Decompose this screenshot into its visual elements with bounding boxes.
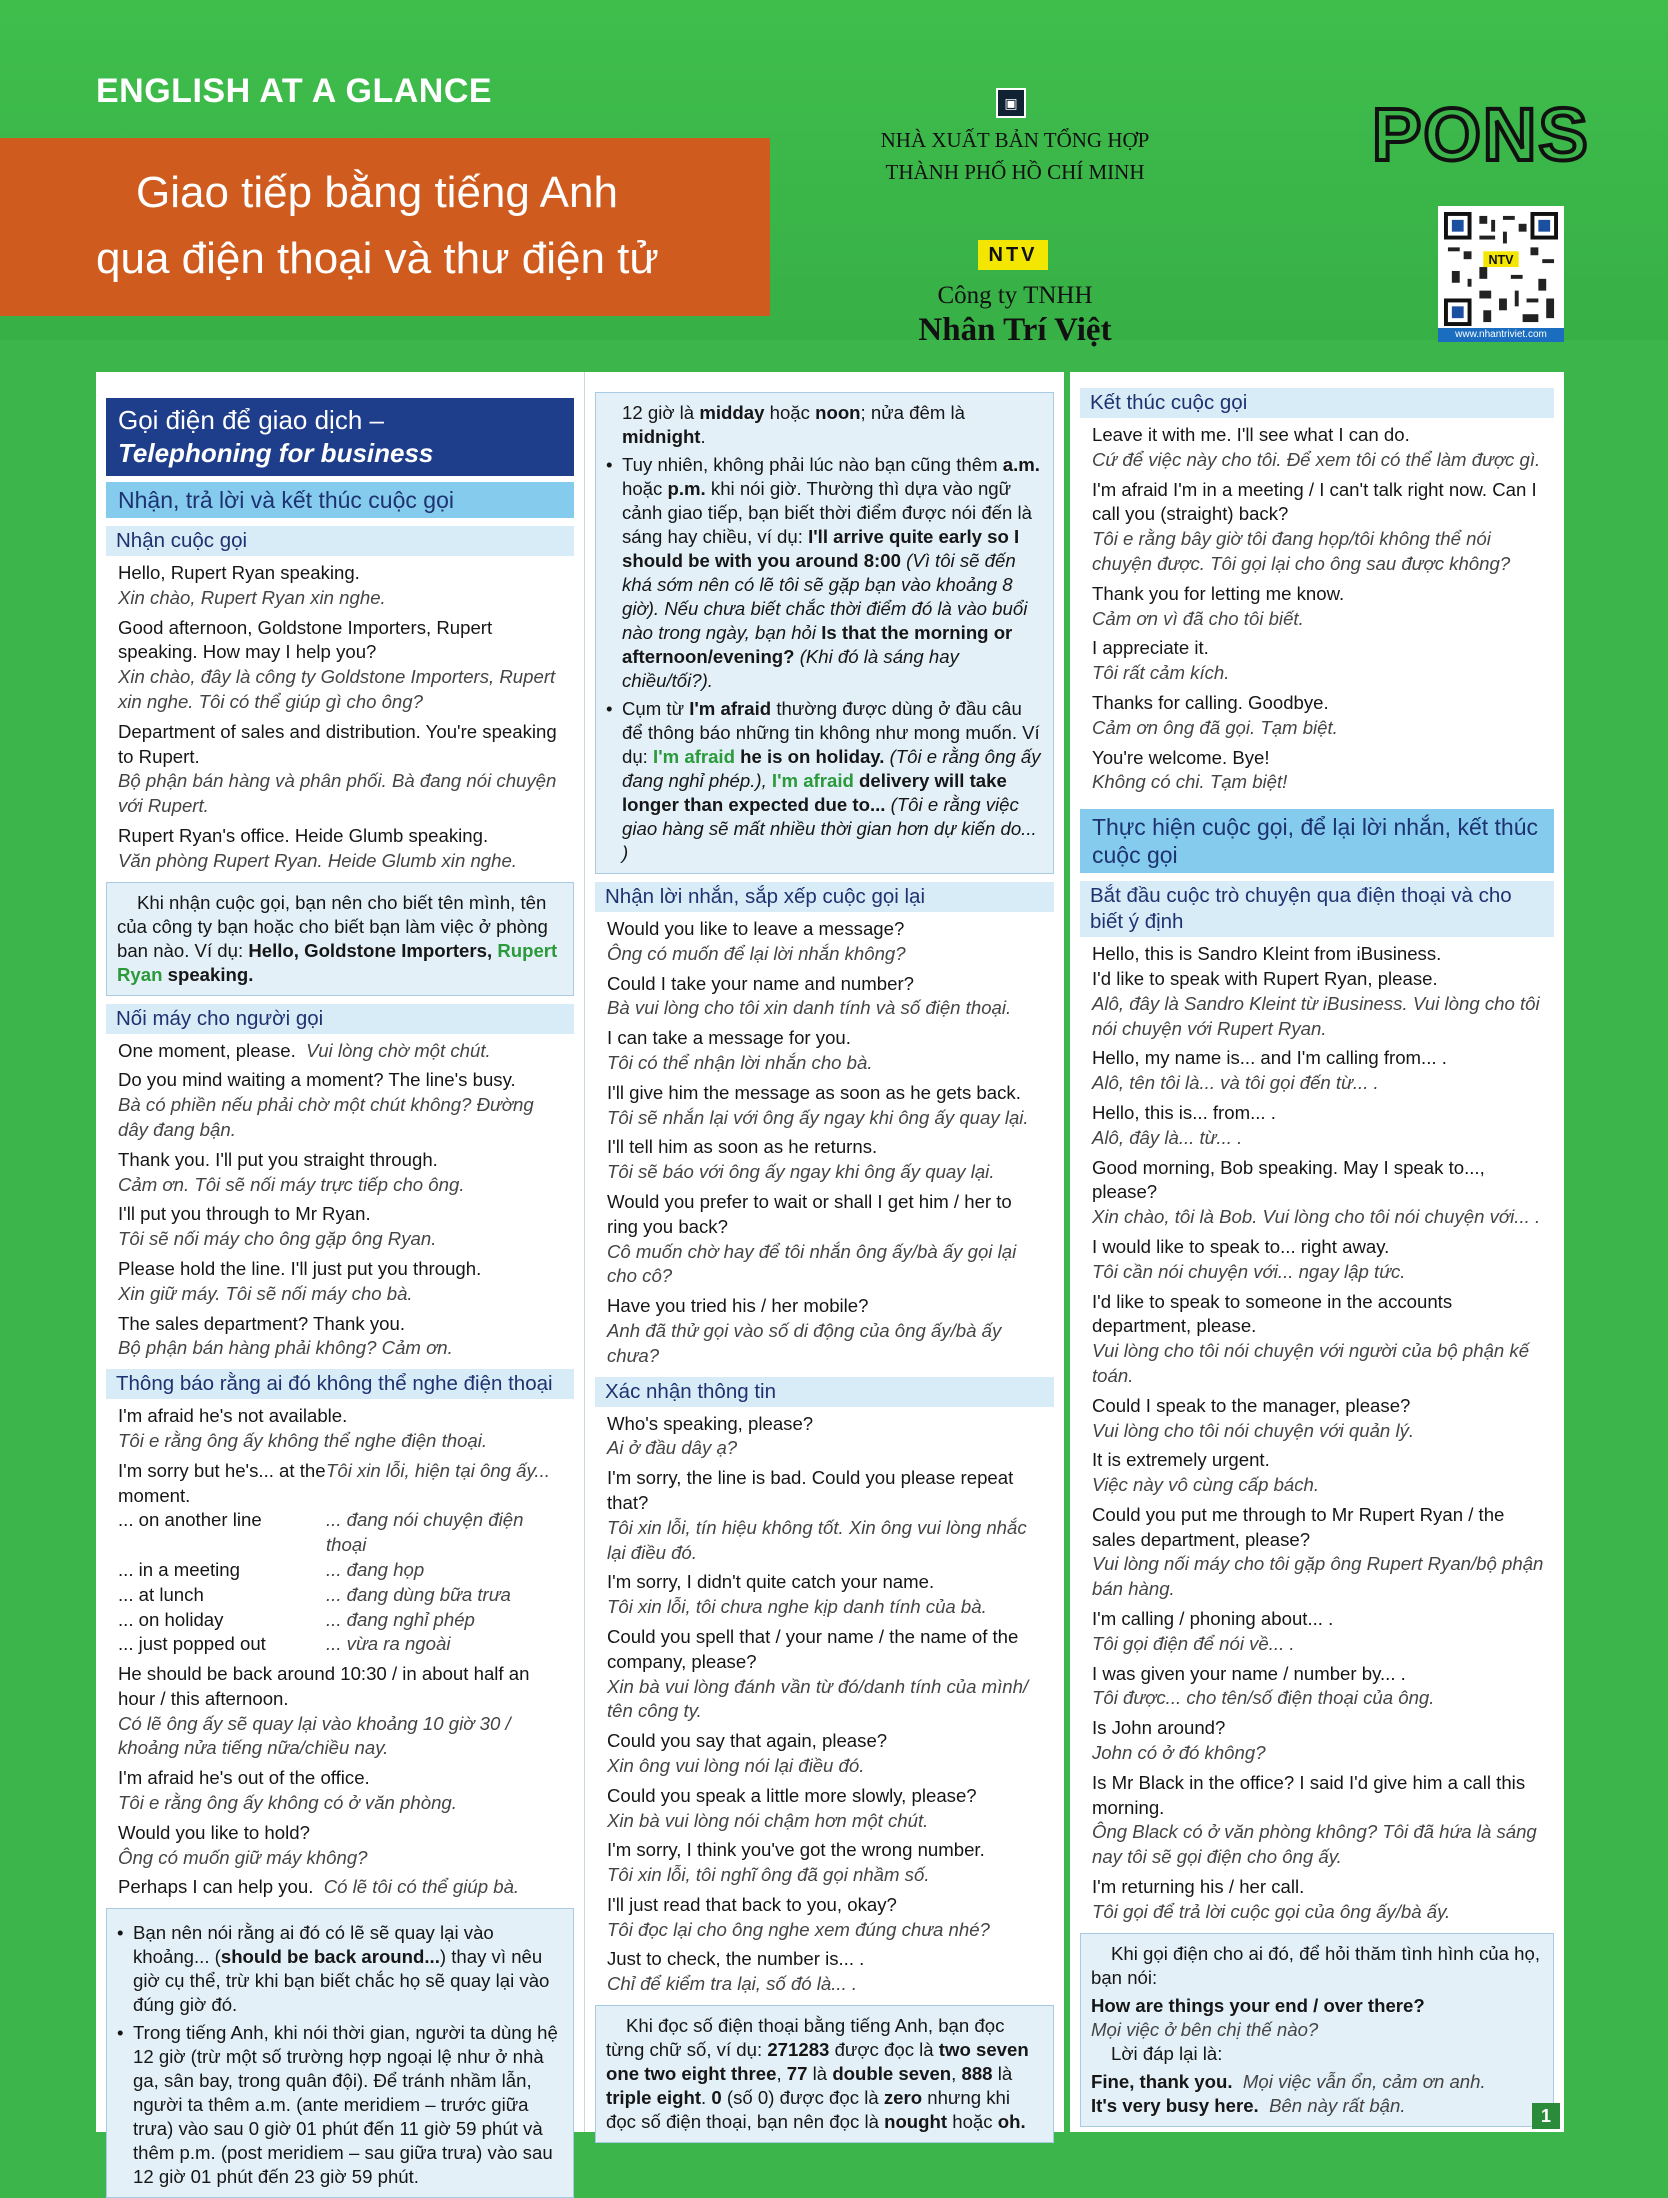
phrase-vi: Tôi e rằng ông ấy không thể nghe điện thoại. <box>118 1429 488 1451</box>
tip-text: Cụm từ <box>622 698 685 719</box>
qr-url: www.nhantriviet.com <box>1438 328 1564 342</box>
tip-example: midnight <box>622 426 701 447</box>
phrase-vi: Không có chi. Tạm biệt! <box>1092 771 1288 793</box>
phrase-vi: Tôi sẽ nối máy cho ông gặp ông Ryan. <box>118 1228 437 1250</box>
phrase-vi: Vui lòng cho tôi nói chuyện với quản lý. <box>1092 1419 1415 1441</box>
qr-pattern <box>1444 212 1558 326</box>
phrase-en: It is extremely urgent. <box>1092 1449 1270 1471</box>
phrase-vi: Bà có phiền nếu phải chờ một chút không? Đường dây đang bận. <box>118 1094 534 1140</box>
tip-example: delivery will take longer than expected due to... <box>622 770 1007 815</box>
phrase-en: One moment, please. <box>118 1039 296 1061</box>
option-vi: ... vừa ra ngoài <box>326 1633 451 1655</box>
tip-example: I'll arrive quite early so I should be with you around 8:00 <box>622 526 1020 571</box>
tip-text: hoặc <box>769 402 810 423</box>
publisher-name <box>850 124 1180 188</box>
option-row <box>118 1558 566 1583</box>
phrase-en: The sales department? Thank you. <box>118 1312 405 1334</box>
tip-example: should be back around... <box>220 1946 440 1968</box>
tip-paragraph: 12 giờ là midday hoặc noon; nửa đêm là midnight. <box>622 402 965 447</box>
tip-example: he is on holiday. <box>740 746 885 767</box>
title-line-1: Giao tiếp bằng tiếng Anh <box>136 168 618 217</box>
end-call-phrases <box>1080 423 1554 795</box>
tip-example: p.m. <box>667 478 706 499</box>
phrase-en: Hello, this is... from... . <box>1092 1101 1276 1123</box>
phrase-en: I'll tell him as soon as he returns. <box>607 1136 878 1158</box>
phrase-vi: Xin chào, tôi là Bob. Vui lòng cho tôi nói chuyện với... . <box>1092 1206 1541 1228</box>
tip-text: Bạn nên nói rằng ai đó có lẽ sẽ quay lại vào khoảng... ( <box>133 1922 494 1968</box>
publisher-line-2: THÀNH PHỐ HỒ CHÍ MINH <box>885 160 1145 184</box>
tip-example: zero <box>883 2087 923 2109</box>
column-1 <box>96 372 584 2188</box>
option-vi: ... đang họp <box>326 1558 425 1580</box>
phrase-en: I'll just read that back to you, okay? <box>607 1893 897 1915</box>
heading-start-conversation: Bắt đầu cuộc trò chuyện qua điện thoại và cho biết ý định <box>1080 881 1554 937</box>
phrase-vi: Tôi có thể nhận lời nhắn cho bà. <box>607 1051 873 1073</box>
start-phrases <box>1080 942 1554 1924</box>
tip-text: 12 giờ là <box>622 402 695 423</box>
phrase-en: I'm sorry, I think you've got the wrong number. <box>607 1839 985 1861</box>
series-title: ENGLISH AT A GLANCE <box>96 72 493 110</box>
tip-example: triple eight <box>606 2087 702 2109</box>
phrase-vi: Anh đã thử gọi vào số di động của ông ấy/bà ấy chưa? <box>607 1319 1002 1366</box>
tip-example: noon <box>815 402 861 423</box>
tip-example: 271283 <box>767 2039 830 2061</box>
tip-text: khi nói giờ. Thường thì dựa vào ngữ cảnh giao tiếp, bạn biết thời điểm được nói đến là sáng hay chiều, ví dụ: <box>622 478 1032 547</box>
tip-text: được đọc là <box>834 2039 934 2061</box>
phrase-en: I would like to speak to... right away. <box>1092 1235 1390 1257</box>
phrase-vi: Tôi đọc lại cho ông nghe xem đúng chưa nhé? <box>607 1918 990 1940</box>
tip-text: thường được dùng ở đầu câu để thông báo những tin không như mong muốn. Ví dụ: <box>622 698 1040 767</box>
option-row <box>118 1583 566 1608</box>
phrase-vi: Bộ phận bán hàng phải không? Cảm ơn. <box>118 1337 453 1359</box>
phrase-en: Good morning, Bob speaking. May I speak to..., please? <box>1092 1156 1485 1203</box>
phrase-en: I'll give him the message as soon as he gets back. <box>607 1081 1021 1103</box>
tip-line <box>1091 2070 1543 2094</box>
phrase-en: Perhaps I can help you. <box>118 1876 314 1898</box>
phrase-en: Rupert Ryan's office. Heide Glumb speaking. <box>118 824 489 846</box>
option-en: ... on holiday <box>118 1608 224 1630</box>
option-en: ... just popped out <box>118 1633 266 1655</box>
phrase-en: Have you tried his / her mobile? <box>607 1295 869 1317</box>
company-line-1: Công ty TNHH <box>937 282 1093 309</box>
tip-text: (Tôi e rằng việc giao hàng sẽ mất nhiều thời gian hơn dự kiến do... ) <box>622 794 1037 863</box>
tip-example: nought <box>884 2111 948 2133</box>
phrase-vi: Vui lòng nối máy cho tôi gặp ông Rupert Ryan/bộ phận bán hàng. <box>1092 1553 1544 1600</box>
option-en: ... at lunch <box>118 1583 204 1605</box>
phrase-vi: Xin bà vui lòng đánh vần từ đó/danh tính của mình/ tên công ty. <box>607 1675 1029 1722</box>
phrase-en: Is John around? <box>1092 1717 1226 1739</box>
heading-make-call: Thực hiện cuộc gọi, để lại lời nhắn, kết thúc cuộc gọi <box>1080 809 1554 873</box>
title-band <box>0 138 770 316</box>
tip-text: . <box>701 2087 707 2109</box>
tip-translation: Mọi việc ở bên chị thế nào? <box>1091 2018 1319 2040</box>
phrase-vi: Cảm ơn vì đã cho tôi biết. <box>1092 607 1304 629</box>
page-number: 1 <box>1532 2103 1560 2129</box>
phrase-en: Could you say that again, please? <box>607 1730 888 1752</box>
option-vi: ... đang nghỉ phép <box>326 1608 475 1630</box>
phrase-en: Would you prefer to wait or shall I get him / her to ring you back? <box>607 1190 1012 1237</box>
phrase-en: Thank you. I'll put you straight through. <box>118 1148 438 1170</box>
tip-text: là <box>812 2063 828 2085</box>
phrase-vi: Có lẽ ông ấy sẽ quay lại vào khoảng 10 giờ 30 / khoảng nửa tiếng nữa/chiều nay. <box>118 1712 511 1759</box>
tip-example: How are things your end / over there? <box>1091 1994 1425 2016</box>
tip-example: Hello, Goldstone Importers, <box>248 939 493 961</box>
phrase-vi: Tôi rất cảm kích. <box>1092 662 1230 684</box>
tip-highlight: I'm afraid <box>771 770 854 791</box>
option-vi: ... đang nói chuyện điện thoại <box>326 1509 524 1556</box>
tip-example: 888 <box>961 2063 993 2085</box>
tip-text: Khi đọc số điện thoại bằng tiếng Anh, bạn đọc từng chữ số, ví dụ: <box>606 2015 1005 2061</box>
phrase-vi: Xin chào, Rupert Ryan xin nghe. <box>118 586 386 608</box>
phrase-en: Who's speaking, please? <box>607 1412 814 1434</box>
phrase-vi: Xin giữ máy. Tôi sẽ nối máy cho bà. <box>118 1282 413 1304</box>
tip-text: nhưng khi đọc số điện thoại, bạn nên đọc là <box>606 2087 1010 2133</box>
tip-line <box>1091 1994 1543 2018</box>
phrase-en: I'd like to speak to someone in the accounts department, please. <box>1092 1290 1453 1337</box>
phrase-en: I'm calling / phoning about... . <box>1092 1608 1334 1630</box>
tip-text: (Vì tôi sẽ đến khá sớm nên có lẽ tôi sẽ gặp bạn vào khoảng 8 giờ). Nếu chưa biết chắc thời điểm đó là vào buổi nào trong ngày, bạn hỏi <box>622 550 1028 643</box>
tip-example: speaking. <box>167 963 254 985</box>
phrase-vi: Việc này vô cùng cấp bách. <box>1092 1474 1320 1496</box>
option-row <box>118 1608 566 1633</box>
section-title-vi: Gọi điện để giao dịch – <box>118 405 384 435</box>
confirm-phrases <box>595 1412 1054 1998</box>
phrase-en: Department of sales and distribution. You're speaking to Rupert. <box>118 720 557 767</box>
phrase-en: I'm sorry, I didn't quite catch your name. <box>607 1571 935 1593</box>
tip-bullet: • Trong tiếng Anh, khi nói thời gian, người ta dùng hệ 12 giờ (trừ một số trường hợp ngoại lệ như ở nhà ga, sân bay, trong quân đội). Để tránh nhầm lẫn, người ta thêm a.m. (ante meridiem – trước giữa trưa) vào sau 0 giờ 01 phút đến 11 giờ 59 phút và thêm p.m. (post meridiem – sau giữa trưa) vào sau 12 giờ 01 phút đến 23 giờ 59 phút. <box>117 2021 563 2189</box>
phrase-vi: Cứ để việc này cho tôi. Để xem tôi có thể làm được gì. <box>1092 448 1541 470</box>
phrase-en: He should be back around 10:30 / in about half an hour / this afternoon. <box>118 1663 530 1709</box>
phrase-vi: Xin chào, đây là công ty Goldstone Importers, Rupert xin nghe. Tôi có thể giúp gì cho ông? <box>118 666 556 712</box>
section-title <box>106 398 574 476</box>
phrase-en: Please hold the line. I'll just put you through. <box>118 1257 482 1279</box>
tip-text: Lời đáp lại là: <box>1111 2042 1223 2064</box>
phrase-vi: Tôi xin lỗi, hiện tại ông ấy... <box>326 1459 550 1481</box>
phrase-en: Is Mr Black in the office? I said I'd give him a call this morning. <box>1092 1771 1526 1818</box>
phrase-en: Would you like to leave a message? <box>607 918 905 939</box>
tip-example: Is that the morning or afternoon/evening? <box>622 622 1013 667</box>
tip-translation: Mọi việc vẫn ổn, cảm ơn anh. <box>1242 2070 1486 2092</box>
phrase-vi: Ông Black có ở văn phòng không? Tôi đã hứa là sáng nay tôi sẽ gọi điện cho ông ấy. <box>1092 1821 1537 1868</box>
phrase-en: Could I take your name and number? <box>607 972 914 994</box>
tip-text: Khi nhận cuộc gọi, bạn nên cho biết tên mình, tên của công ty bạn hoặc cho biết bạn làm việc ở phòng ban nào. Ví dụ: <box>117 891 548 961</box>
qr-code-icon <box>1438 206 1564 332</box>
phrase-vi: Vui lòng chờ một chút. <box>306 1039 491 1061</box>
option-row <box>118 1632 566 1657</box>
phrase-vi: Tôi e rằng ông ấy không có ở văn phòng. <box>118 1792 457 1814</box>
tip-box-continued <box>595 392 1054 874</box>
pons-logo: PONS <box>1372 93 1590 176</box>
phrase-en: Just to check, the number is... . <box>607 1948 865 1970</box>
phrase-vi: Vui lòng cho tôi nói chuyện với người của bộ phận kế toán. <box>1092 1340 1530 1386</box>
phrase-en: I'm afraid he's out of the office. <box>118 1767 370 1789</box>
phrase-en: Could you spell that / your name / the name of the company, please? <box>607 1625 1019 1672</box>
phrase-vi: Tôi gọi để trả lời cuộc gọi của ông ấy/bà ấy. <box>1092 1900 1451 1922</box>
title-line-2: qua điện thoại và thư điện tử <box>96 234 659 283</box>
tip-text: hoặc <box>622 478 663 499</box>
phrase-vi: Bà vui lòng cho tôi xin danh tính và số điện thoại. <box>607 997 1012 1019</box>
phrase-en: I'm sorry but he's... at the moment. <box>118 1459 326 1506</box>
heading-confirm-info: Xác nhận thông tin <box>595 1377 1054 1407</box>
tip-example: 77 <box>786 2063 808 2085</box>
phrase-en: I appreciate it. <box>1092 637 1209 659</box>
option-en: ... in a meeting <box>118 1558 240 1580</box>
tip-line <box>1091 2094 1543 2118</box>
heading-receive-answer-end: Nhận, trả lời và kết thúc cuộc gọi <box>106 482 574 518</box>
phrase-vi: Tôi được... cho tên/số điện thoại của ông. <box>1092 1687 1435 1709</box>
phrase-vi: Xin ông vui lòng nói lại điều đó. <box>607 1754 865 1776</box>
tip-text: là <box>997 2063 1013 2085</box>
tip-bullet <box>606 453 1043 693</box>
phrase-en: Hello, this is Sandro Kleint from iBusiness. <box>1092 943 1442 965</box>
tip-example: a.m. <box>1002 454 1040 475</box>
phrase-en: I'm afraid I'm in a meeting / I can't talk right now. Can I call you (straight) back? <box>1092 478 1537 525</box>
phrase-en: I can take a message for you. <box>607 1027 851 1049</box>
connect-phrases <box>106 1039 574 1362</box>
phrase-en: I'm afraid he's not available. <box>118 1405 348 1427</box>
tip-box-phone-number <box>595 2005 1054 2143</box>
phrase-vi: Cảm ơn ông đã gọi. Tạm biệt. <box>1092 716 1338 738</box>
phrase-line <box>118 1875 566 1900</box>
phrase-en: Could you put me through to Mr Rupert Ryan / the sales department, please? <box>1092 1503 1505 1550</box>
phrase-en: Leave it with me. I'll see what I can do. <box>1092 424 1410 445</box>
phrase-row <box>118 1459 566 1509</box>
phrase-en: Thank you for letting me know. <box>1092 582 1345 604</box>
phrase-vi: Cảm ơn. Tôi sẽ nối máy trực tiếp cho ông. <box>118 1173 465 1195</box>
unavailable-phrases <box>106 1404 574 1900</box>
phrase-vi: Ai ở đầu dây ạ? <box>607 1437 738 1459</box>
phrase-vi: Tôi xin lỗi, tín hiệu không tốt. Xin ông vui lòng nhắc lại điều đó. <box>607 1516 1027 1563</box>
tip-bullet <box>117 1921 563 2017</box>
message-phrases <box>595 917 1054 1369</box>
tip-bullet <box>606 697 1043 865</box>
tip-text: Khi gọi điện cho ai đó, để hỏi thăm tình hình của họ, bạn nói: <box>1091 1942 1540 1988</box>
qr-center-label: NTV <box>1488 252 1514 267</box>
phrase-vi: Chỉ để kiểm tra lại, số đó là... . <box>607 1973 858 1995</box>
tip-example: I'm afraid <box>689 698 772 719</box>
phrase-en: Would you like to hold? <box>118 1821 310 1843</box>
heading-connect-caller: Nối máy cho người gọi <box>106 1004 574 1034</box>
phrase-vi: Xin bà vui lòng nói chậm hơn một chút. <box>607 1809 929 1831</box>
tip-example: two seven one two eight three <box>606 2039 1029 2085</box>
phrase-en: I'm returning his / her call. <box>1092 1876 1305 1898</box>
tip-text: (số 0) được đọc là <box>726 2087 879 2109</box>
tip-text: hoặc <box>952 2111 993 2133</box>
phrase-vi: Tôi xin lỗi, tôi chưa nghe kịp danh tính của bà. <box>607 1596 987 1618</box>
column-2 <box>584 372 1064 2132</box>
phrase-vi: Alô, đây là... từ... . <box>1092 1126 1243 1148</box>
tip-example: midday <box>699 402 765 423</box>
phrase-en: I'll put you through to Mr Ryan. <box>118 1203 371 1225</box>
phrase-vi: Tôi sẽ báo với ông ấy ngay khi ông ấy quay lại. <box>607 1161 995 1183</box>
phrase-en: Hello, my name is... and I'm calling from... . <box>1092 1047 1447 1069</box>
phrase-vi: Cô muốn chờ hay để tôi nhắn ông ấy/bà ấy gọi lại cho cô? <box>607 1240 1017 1287</box>
tip-example: 0 <box>711 2087 722 2109</box>
phrase-vi: Tôi xin lỗi, tôi nghĩ ông đã gọi nhầm số. <box>607 1864 930 1886</box>
tip-example: Fine, thank you. <box>1091 2070 1233 2092</box>
heading-take-message: Nhận lời nhắn, sắp xếp cuộc gọi lại <box>595 882 1054 912</box>
tip-text: ; nửa đêm là <box>860 402 965 423</box>
receive-call-phrases <box>106 561 574 874</box>
publisher-line-1: NHÀ XUẤT BẢN TỔNG HỢP <box>880 128 1150 152</box>
phrase-vi: Tôi gọi điện để nói về... . <box>1092 1632 1295 1654</box>
phrase-vi: Tôi e rằng bây giờ tôi đang họp/tôi không thể nói chuyện được. Tôi gọi lại cho ông sau được không? <box>1092 528 1511 574</box>
tip-text: (Tôi e rằng ông ấy đang nghỉ phép.), <box>622 746 1041 791</box>
phrase-vi: Có lẽ tôi có thể giúp bà. <box>323 1876 520 1898</box>
phrase-en: I'd like to speak with Rupert Ryan, please. <box>1092 967 1438 989</box>
phrase-en: You're welcome. Bye! <box>1092 746 1270 768</box>
option-vi: ... đang dùng bữa trưa <box>326 1583 511 1605</box>
phrase-en: Could you speak a little more slowly, please? <box>607 1784 977 1806</box>
phrase-en: I'm sorry, the line is bad. Could you please repeat that? <box>607 1467 1014 1513</box>
phrase-vi: Văn phòng Rupert Ryan. Heide Glumb xin nghe. <box>118 849 517 871</box>
tip-highlight: Rupert Ryan <box>117 939 558 985</box>
heading-receive-call: Nhận cuộc gọi <box>106 526 574 556</box>
option-en: ... on another line <box>118 1509 262 1531</box>
tip-example: double seven <box>832 2063 952 2085</box>
phrase-vi: Alô, đây là Sandro Kleint từ iBusiness. Vui lòng cho tôi nói chuyện với Rupert Ryan. <box>1092 992 1540 1039</box>
option-row <box>118 1508 566 1558</box>
phrase-vi: John có ở đó không? <box>1092 1742 1266 1764</box>
tip-text: Tuy nhiên, không phải lúc nào bạn cũng thêm <box>622 454 998 475</box>
tip-text: , <box>776 2063 782 2085</box>
phrase-line <box>118 1039 566 1064</box>
phrase-en: Could I speak to the manager, please? <box>1092 1394 1411 1416</box>
column-3 <box>1070 372 1564 2132</box>
tip-box-time <box>106 1908 574 2198</box>
heading-end-call: Kết thúc cuộc gọi <box>1080 388 1554 418</box>
tip-example: It's very busy here. <box>1091 2094 1259 2116</box>
phrase-vi: Ông có muốn để lại lời nhắn không? <box>607 942 906 964</box>
tip-box-receive <box>106 882 574 996</box>
tip-text: ) thay vì nêu giờ cụ thể, trừ khi bạn biết chắc họ sẽ quay lại vào đúng giờ đó. <box>133 1946 550 2016</box>
phrase-en: Good afternoon, Goldstone Importers, Rupert speaking. How may I help you? <box>118 616 493 663</box>
cover-header <box>0 0 1668 348</box>
tip-text: (Khi đó là sáng hay chiều/tối?). <box>622 646 959 691</box>
phrase-vi: Bộ phận bán hàng và phân phối. Bà đang nói chuyện với Rupert. <box>118 770 557 817</box>
section-title-en: Telephoning for business <box>118 438 434 468</box>
tip-text: , <box>951 2063 957 2085</box>
tip-example: oh. <box>997 2111 1026 2133</box>
company-line-2: Nhân Trí Việt <box>918 312 1112 348</box>
tip-highlight: I'm afraid <box>653 746 735 767</box>
publisher-logo-icon: ▣ <box>996 88 1026 118</box>
phrase-vi: Tôi sẽ nhắn lại với ông ấy ngay khi ông ấy quay lại. <box>607 1106 1029 1128</box>
phrase-vi: Ông có muốn giữ máy không? <box>118 1846 368 1868</box>
phrase-en: Hello, Rupert Ryan speaking. <box>118 562 360 583</box>
phrase-en: Do you mind waiting a moment? The line's busy. <box>118 1069 516 1091</box>
tip-box-how-are-things <box>1080 1933 1554 2127</box>
phrase-en: Thanks for calling. Goodbye. <box>1092 691 1329 713</box>
ntv-badge: NTV <box>978 240 1048 270</box>
tip-translation: Bên này rất bận. <box>1269 2094 1406 2116</box>
heading-unavailable: Thông báo rằng ai đó không thể nghe điện thoại <box>106 1369 574 1399</box>
phrase-en: I was given your name / number by... . <box>1092 1662 1406 1684</box>
phrase-vi: Alô, tên tôi là... và tôi gọi đến từ... . <box>1092 1072 1379 1094</box>
phrase-vi: Tôi cần nói chuyện với... ngay lập tức. <box>1092 1260 1406 1282</box>
